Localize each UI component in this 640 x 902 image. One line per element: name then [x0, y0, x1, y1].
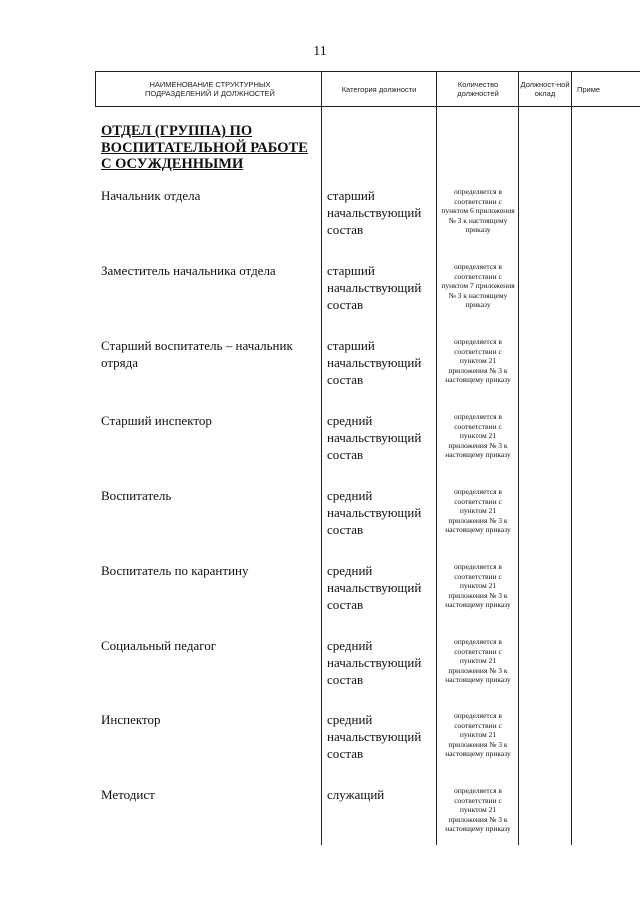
position-name: Воспитатель [101, 488, 172, 503]
position-quantity: определяется в соответствии с пунктом 21 приложения № 3 к настоящему приказу [445, 337, 511, 384]
position-name: Заместитель начальника отдела [101, 263, 276, 278]
position-name: Старший воспитатель – начальник отряда [101, 338, 293, 370]
section-title: ОТДЕЛ (ГРУППА) ПО ВОСПИТАТЕЛЬНОЙ РАБОТЕ С ОСУЖДЕННЫМИ [101, 123, 308, 172]
position-quantity: определяется в соответствии с пунктом 6 приложения № 3 к настоящему приказу [441, 187, 515, 234]
position-quantity: определяется в соответствии с пунктом 21 приложения № 3 к настоящему приказу [445, 487, 511, 534]
col-divider-3 [518, 71, 519, 845]
position-quantity: определяется в соответствии с пунктом 21 приложения № 3 к настоящему приказу [445, 711, 511, 758]
col-divider-4 [571, 71, 572, 845]
position-category: старший начальствующий состав [327, 338, 422, 387]
position-name: Социальный педагог [101, 638, 217, 653]
header-col-name: НАИМЕНОВАНИЕ СТРУКТУРНЫХ ПОДРАЗДЕЛЕНИЙ И ДОЛЖНОСТЕЙ [145, 80, 275, 98]
header-bottom-border [95, 106, 640, 107]
position-category: старший начальствующий состав [327, 188, 422, 237]
position-quantity: определяется в соответствии с пунктом 7 приложения № 3 к настоящему приказу [441, 262, 515, 309]
position-quantity: определяется в соответствии с пунктом 21 приложения № 3 к настоящему приказу [445, 562, 511, 609]
header-col-quantity: Количество должностей [457, 80, 499, 98]
position-category: средний начальствующий состав [327, 638, 422, 687]
page-number: 11 [313, 44, 327, 59]
col-divider-left [95, 71, 96, 107]
position-category: служащий [327, 787, 385, 802]
position-quantity: определяется в соответствии с пунктом 21 приложения № 3 к настоящему приказу [445, 412, 511, 459]
position-quantity: определяется в соответствии с пунктом 21 приложения № 3 к настоящему приказу [445, 637, 511, 684]
header-col-category: Категория должности [341, 84, 417, 94]
position-name: Инспектор [101, 712, 161, 727]
position-category: средний начальствующий состав [327, 488, 422, 537]
position-name: Методист [101, 787, 155, 802]
position-quantity: определяется в соответствии с пунктом 21 приложения № 3 к настоящему приказу [445, 786, 511, 833]
position-category: средний начальствующий состав [327, 413, 422, 462]
col-divider-1 [321, 71, 322, 845]
header-col-salary: Должност-ной оклад [520, 80, 570, 98]
position-category: средний начальствующий состав [327, 712, 422, 761]
position-name: Воспитатель по карантину [101, 563, 249, 578]
position-name: Начальник отдела [101, 188, 201, 203]
header-col-notes: Приме [577, 84, 601, 94]
position-category: средний начальствующий состав [327, 563, 422, 612]
position-name: Старший инспектор [101, 413, 212, 428]
position-category: старший начальствующий состав [327, 263, 422, 312]
